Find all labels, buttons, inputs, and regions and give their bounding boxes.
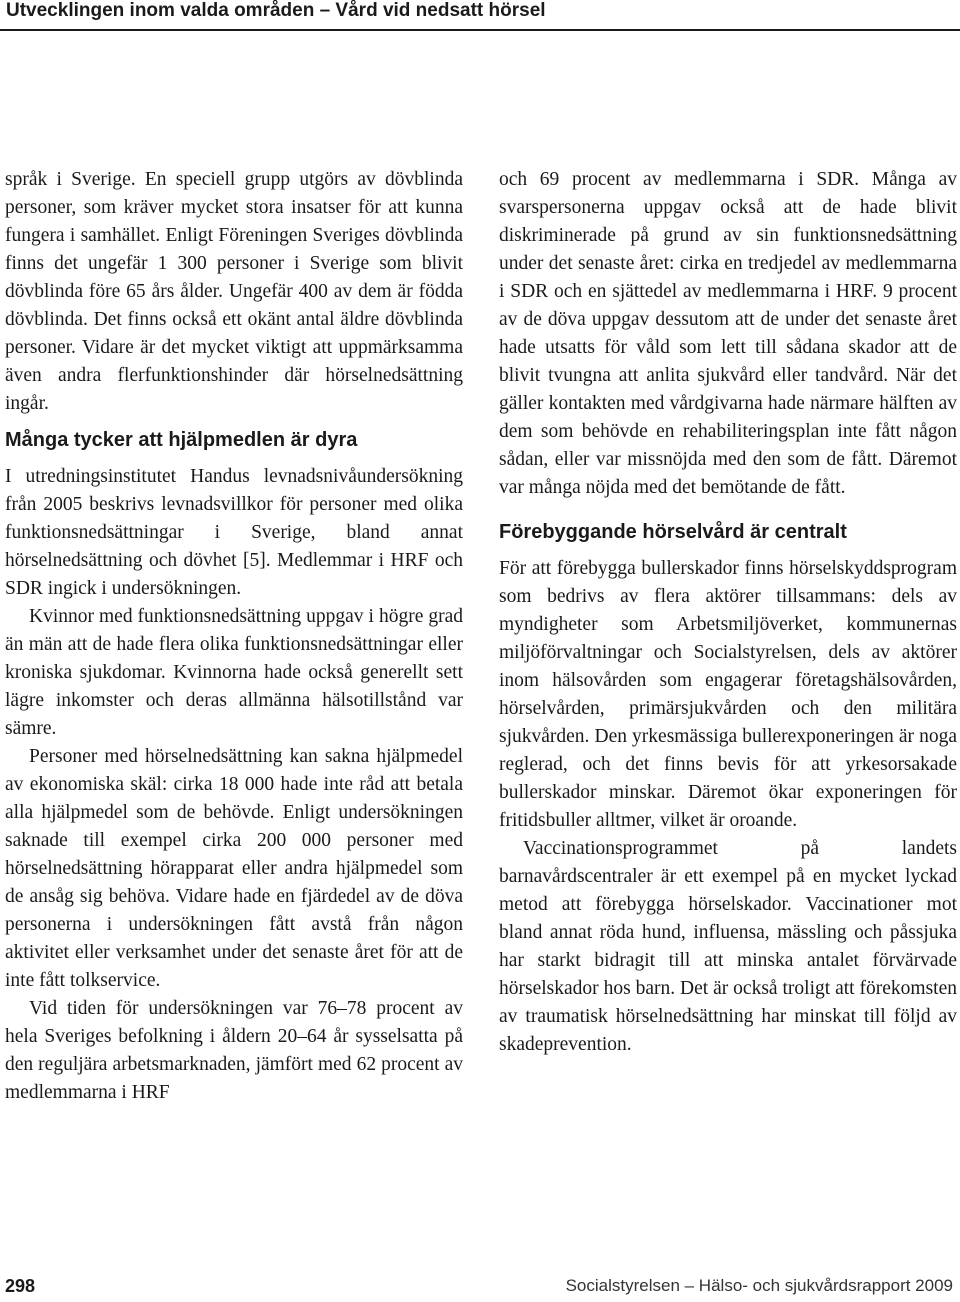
page-footer — [5, 1274, 955, 1302]
body-paragraph: språk i Sverige. En speciell grupp utgörs av dövblinda personer, som kräver mycket stora insatser för att kunna fungera i samhället. Enligt Föreningen Sveriges dövblinda finns det ungefär 1 300 personer i Sverige som blivit dövblinda före 65 års ålder. Ungefär 400 av dem är födda dövblinda. Det finns också ett okänt antal äldre dövblinda personer. Vidare är det mycket viktigt att uppmärksamma även andra flerfunktionshinder där hörselnedsättning ingår. — [5, 169, 463, 414]
running-head: Utvecklingen inom valda områden – Vård vid nedsatt hörsel — [6, 0, 546, 21]
body-paragraph: I utredningsinstitutet Handus levnadsnivåundersökning från 2005 beskrivs levnadsvillkor för personer med olika funktionsnedsättningar i Sverige, bland annat hörselnedsättning och dövhet [5]. Medlemmar i HRF och SDR ingick i undersökningen. — [5, 466, 463, 599]
body-paragraph: Kvinnor med funktionsnedsättning uppgav i högre grad än män att de hade flera olika funktionsnedsättningar eller kroniska sjukdomar. Kvinnorna hade också generellt sett lägre inkomster och deras allmänna hälsotillstånd var sämre. — [5, 606, 463, 739]
section-heading: Förebyggande hörselvård är centralt — [499, 521, 847, 543]
section-heading: Många tycker att hjälpmedlen är dyra — [5, 429, 358, 451]
right-column — [499, 166, 957, 1059]
body-paragraph: och 69 procent av medlemmarna i SDR. Många av svarspersonerna uppgav också att de hade blivit diskriminerade på grund av sin funktionsnedsättning under det senaste året: cirka en tredjedel av medlemmarna i SDR och en sjättedel av medlemmarna i HRF. 9 procent av de döva uppgav dessutom att de under det senaste året hade utsatts för våld som lett till sådana skador att de blivit tvungna att anlita sjukvård eller tandvård. När det gäller kontakten med vårdgivarna hade närmare hälften av dem som behövde en rehabiliteringsplan inte fått någon sådan, eller var missnöjda med den som de fått. Däremot var många nöjda med det bemötande de fått. — [499, 169, 957, 498]
publication-title: Socialstyrelsen – Hälso- och sjukvårdsrapport 2009 — [565, 1276, 953, 1295]
page-number: 298 — [5, 1276, 36, 1296]
left-column — [5, 166, 463, 1107]
body-paragraph: Vaccinationsprogrammet på landets barnavårdscentraler är ett exempel på en mycket lyckad metod att förebygga hörselskador. Vaccinationer mot bland annat röda hund, influensa, mässling och påssjuka har starkt bidragit till att minska antalet förvärvade hörselskador hos barn. Det är också troligt att förekomsten av traumatisk hörselnedsättning har minskat till följd av skadeprevention. — [499, 838, 957, 1055]
body-paragraph: Vid tiden för undersökningen var 76–78 procent av hela Sveriges befolkning i åldern 20–64 år sysselsatta på den reguljära arbetsmarknaden, jämfört med 62 procent av medlemmarna i HRF — [5, 998, 463, 1103]
header-rule — [0, 29, 960, 31]
body-paragraph: För att förebygga bullerskador finns hörselskyddsprogram som bedrivs av flera aktörer tillsammans: dels av myndigheter som Arbetsmiljöverket, kommunernas miljöförvaltningar och Socialstyrelsen, dels av aktörer inom hälsovården som engagerar företagshälsovården, hörselvården, primärsjukvården och den militära sjukvården. Den yrkesmässiga bullerexponeringen är noga reglerad, och det finns bevis för att yrkesorsakade bullerskador minskar. Däremot ökar exponeringen för fritidsbuller alltmer, vilket är oroande. — [499, 558, 957, 831]
body-paragraph: Personer med hörselnedsättning kan sakna hjälpmedel av ekonomiska skäl: cirka 18 000 hade inte råd att betala alla hjälpmedel som de behövde. Enligt undersökningen saknade till exempel cirka 200 000 personer med hörselnedsättning hörapparat eller andra hjälpmedel som de ansåg sig behöva. Vidare hade en fjärdedel av de döva personerna i undersökningen fått avstå från någon aktivitet eller verksamhet under det senaste året för att de inte fått tolkservice. — [5, 746, 463, 991]
